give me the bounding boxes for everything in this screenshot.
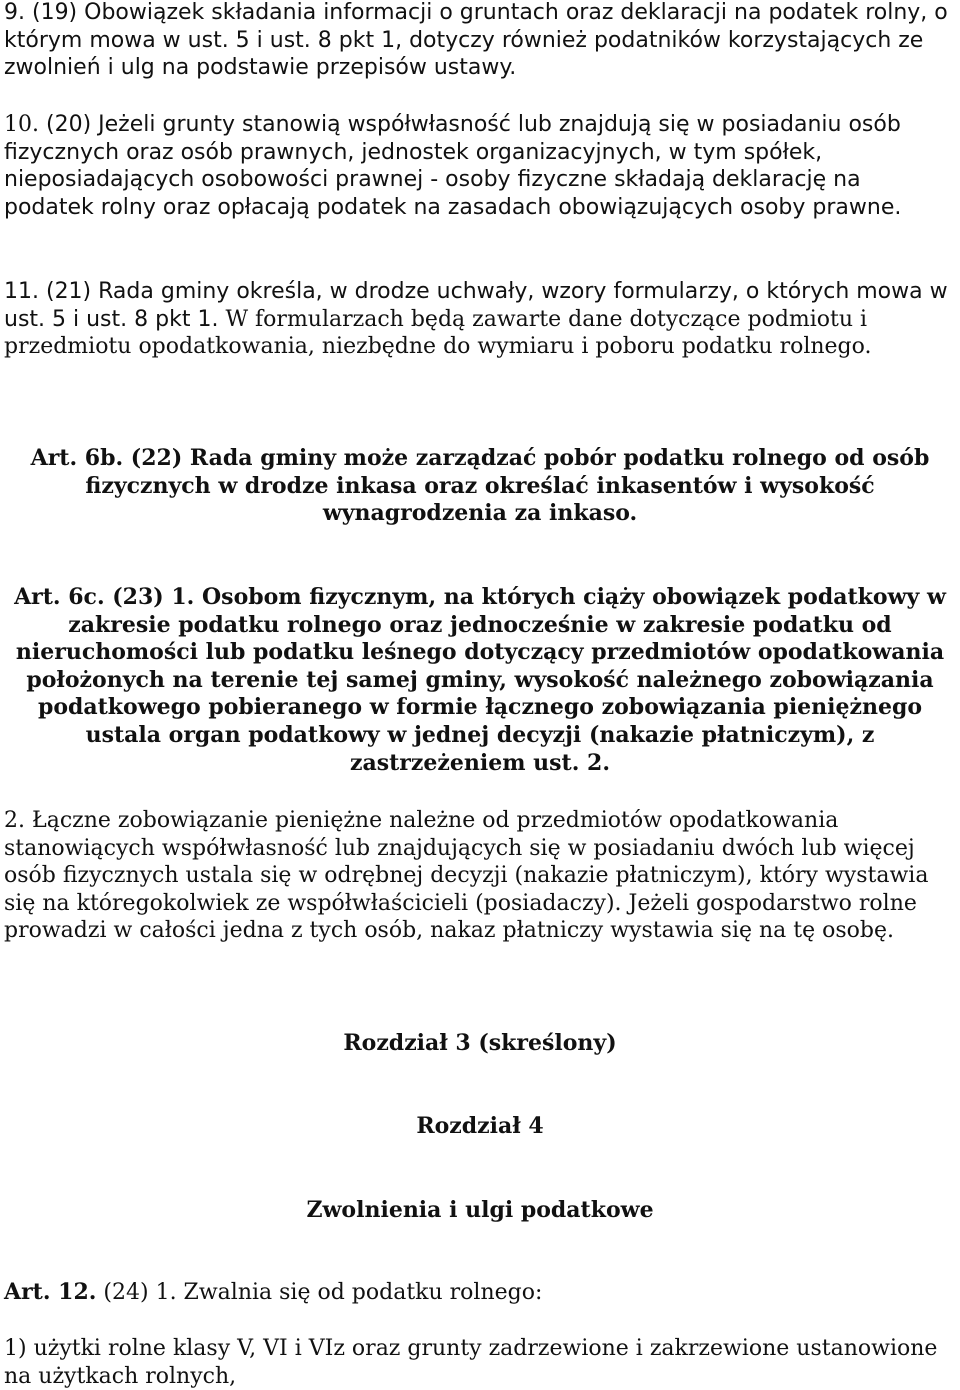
paragraph-11-part-b: W formularzach będą zawarte dane dotyczące podmiotu i przedmiotu opodatkowania, niezbędne do wymiaru i poboru podatku rolnego.: [4, 306, 872, 360]
article-6c-section-1-text: Osobom fizycznym, na których ciąży obowiązek podatkowy w zakresie podatku rolnego oraz jednocześnie w zakresie podatku od nieruchomości lub podatku leśnego dotyczący przedmiotów opodatkowania położonych na terenie tej samej gminy, wysokość należnego zobowiązania podatkowego pobieranego w formie łącznego zobowiązania pieniężnego ustala organ podatkowy w jednej decyzji (nakazie płatniczym), z zastrzeżeniem ust. 2.: [15, 584, 946, 776]
paragraph-11: [4, 278, 956, 361]
article-6c-section-1: [4, 584, 956, 777]
article-12: [4, 1279, 542, 1307]
article-6c-label: Art. 6c. (23) 1.: [14, 584, 195, 610]
article-12-label: Art. 12.: [4, 1279, 97, 1305]
paragraph-10-text: (20) Jeżeli grunty stanowią współwłasność lub znajdują się w posiadaniu osób fizycznych oraz osób prawnych, jednostek organizacyjnych, w tym spółek, nieposiadających osobowości prawnej - osoby fizyczne składają deklarację na podatek rolny oraz opłacają podatek na zasadach obowiązujących osoby prawne.: [4, 112, 902, 220]
article-12-text: (24) 1. Zwalnia się od podatku rolnego:: [103, 1280, 543, 1305]
chapter-4-title: Zwolnienia i ulgi podatkowe: [306, 1197, 654, 1223]
chapter-4-heading: Rozdział 4: [416, 1113, 544, 1139]
paragraph-10: [4, 111, 956, 221]
paragraph-11-part-a: 11. (21) Rada gminy określa, w drodze uchwały, wzory formularzy, o których mowa w ust. 5 i ust. 8 pkt 1.: [4, 279, 948, 332]
paragraph-9: 9. (19) Obowiązek składania informacji o gruntach oraz deklaracji na podatek rolny, o którym mowa w ust. 5 i ust. 8 pkt 1, dotyczy również podatników korzystających ze zwolnień i ulg na podstawie przepisów ustawy.: [4, 0, 948, 81]
paragraph-10-number: 10.: [4, 112, 39, 137]
article-6b: Art. 6b. (22) Rada gminy może zarządzać pobór podatku rolnego od osób fizycznych w drodze inkasa oraz określać inkasentów i wysokość wynagrodzenia za inkaso.: [30, 445, 930, 527]
chapter-3-heading: Rozdział 3 (skreślony): [343, 1030, 617, 1056]
article-12-point-1: 1) użytki rolne klasy V, VI i VIz oraz grunty zadrzewione i zakrzewione ustanowione na użytkach rolnych,: [4, 1336, 938, 1389]
article-6c-section-2: 2. Łączne zobowiązanie pieniężne należne od przedmiotów opodatkowania stanowiących współwłasność lub znajdujących się w posiadaniu dwóch lub więcej osób fizycznych ustala się w odrębnej decyzji (nakazie płatniczym), który wystawia się na któregokolwiek ze współwłaścicieli (posiadaczy). Jeżeli gospodarstwo rolne prowadzi w całości jedna z tych osób, nakaz płatniczy wystawia się na tę osobę.: [4, 808, 929, 944]
